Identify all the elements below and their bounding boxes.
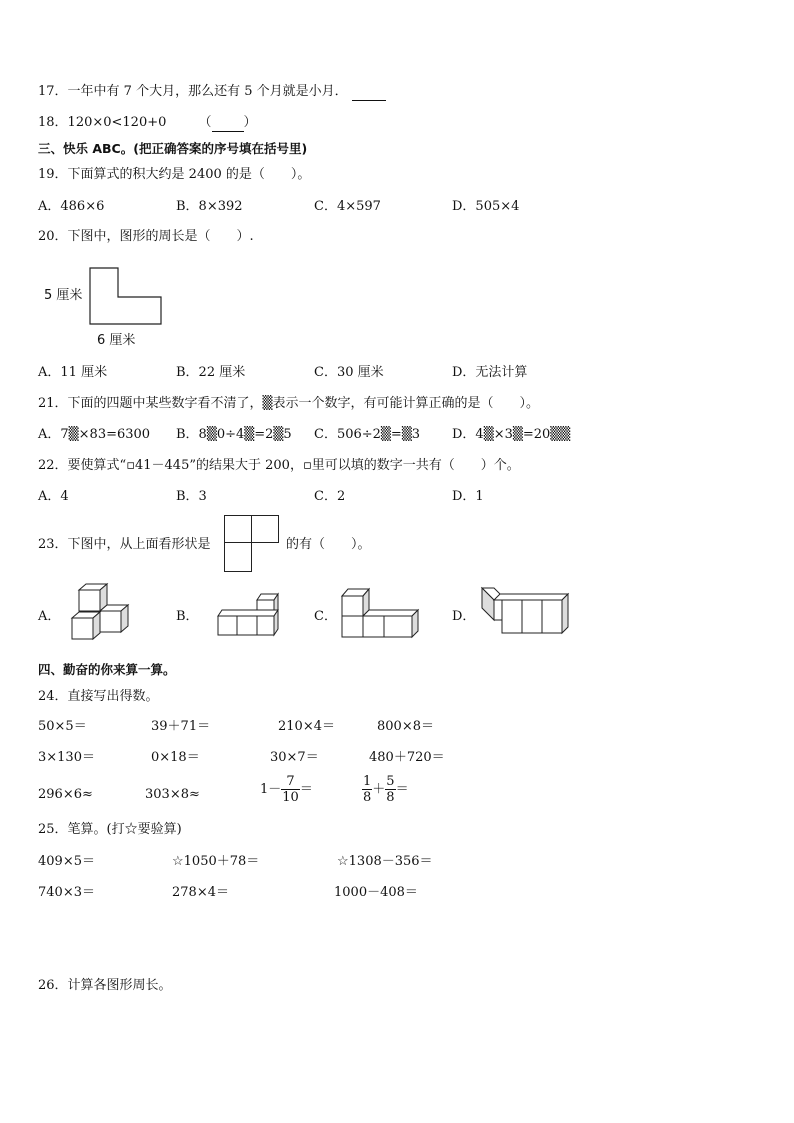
q25-item: 278×4＝ [172,885,229,900]
q25-item: 409×5＝ [38,854,95,869]
q20-option-c[interactable]: C．30 厘米 [314,365,384,380]
q24-item: 50×5＝ [38,719,87,734]
q23-option-a[interactable]: A． [38,609,61,624]
l-shape-figure [40,265,170,350]
q25-item: 740×3＝ [38,885,95,900]
section-4-title: 四、勤奋的你来算一算。 [38,662,176,677]
q21-option-a[interactable]: A．7▒×83=6300 [38,427,151,442]
q22-option-c[interactable]: C．2 [314,489,346,504]
question-18 [38,115,257,132]
q24-item: 480＋720＝ [369,750,445,765]
q24-fraction-expr-1 [260,774,313,805]
numerator: 7 [281,774,300,790]
question-22: 22．要使算式“▫41－445”的结果大于 200，▫里可以填的数字一共有（ ）个。 [38,458,520,473]
q24-item: 296×6≈ [38,787,93,802]
q19-option-c[interactable]: C．4×597 [314,199,381,214]
q19-option-d[interactable]: D．505×4 [452,199,520,214]
q25-item: 1000－408＝ [334,885,418,900]
question-19: 19．下面算式的积大约是 2400 的是（ ）。 [38,167,311,182]
question-17-text: 17．一年中有 7 个大月，那么还有 5 个月就是小月． [38,84,348,99]
expr-suffix: ＝ [395,782,409,797]
question-23-text-after: 的有（ ）。 [286,537,371,552]
q24-item: 210×4＝ [278,719,335,734]
question-23-text: 23．下图中，从上面看形状是 [38,537,211,552]
q24-item: 800×8＝ [377,719,434,734]
q20-option-d[interactable]: D．无法计算 [452,365,528,380]
operator: ＋ [372,782,386,797]
question-17 [38,84,386,101]
question-25-title: 25．笔算。(打☆要验算) [38,822,182,837]
paren-open: （ [198,115,212,130]
q24-item: 303×8≈ [145,787,200,802]
q22-option-a[interactable]: A．4 [38,489,69,504]
q23-option-b[interactable]: B． [176,609,199,624]
question-18-text: 18．120×0<120+0 [38,115,167,130]
q24-fraction-expr-2 [362,774,409,805]
q19-option-a[interactable]: A．486×6 [38,199,105,214]
q22-option-d[interactable]: D．1 [452,489,484,504]
question-26: 26．计算各图形周长。 [38,978,172,993]
numerator: 5 [386,774,395,789]
fraction [362,774,372,805]
q20-option-b[interactable]: B．22 厘米 [176,365,246,380]
answer-blank[interactable] [212,115,244,132]
q25-item: ☆1308－356＝ [337,854,433,869]
cube-figure-c [340,582,420,642]
q24-item: 3×130＝ [38,750,95,765]
fraction [281,774,300,805]
cube-a-front [72,612,100,639]
q23-option-c[interactable]: C． [314,609,337,624]
denominator: 8 [386,790,395,805]
q25-item: ☆1050＋78＝ [172,854,260,869]
q23-option-d[interactable]: D． [452,609,476,624]
q24-item: 0×18＝ [151,750,200,765]
q21-option-d[interactable]: D．4▒×3▒=20▒▒ [452,427,571,442]
question-21: 21．下面的四题中某些数字看不清了，▒表示一个数字，有可能计算正确的是（ ）。 [38,396,540,411]
denominator: 10 [282,790,299,805]
answer-blank[interactable] [352,84,386,101]
cube-figure-b [212,590,282,640]
question-20: 20．下图中，图形的周长是（ ）. [38,229,254,244]
width-label: 6 厘米 [97,333,136,348]
top-view-figure [224,515,280,573]
q24-item: 39＋71＝ [151,719,211,734]
l-shape-outline [90,268,161,324]
numerator: 1 [363,774,372,789]
q21-option-c[interactable]: C．506÷2▒=▒3 [314,427,421,442]
section-3-title: 三、快乐 ABC。(把正确答案的序号填在括号里) [38,141,308,156]
q22-option-b[interactable]: B．3 [176,489,207,504]
cube-a-right [100,605,128,632]
cube-figure-d [480,586,572,638]
denominator: 8 [363,790,372,805]
q20-option-a[interactable]: A．11 厘米 [38,365,108,380]
cube-figure-a [70,582,140,644]
expr-suffix: ＝ [299,782,313,797]
q19-option-b[interactable]: B．8×392 [176,199,243,214]
expr-prefix: 1－ [260,782,282,797]
question-24-title: 24．直接写出得数。 [38,689,159,704]
height-label: 5 厘米 [44,288,83,303]
q24-item: 30×7＝ [270,750,319,765]
fraction [385,774,395,805]
paren-close: ） [243,115,257,130]
cube-a-back-top [79,584,107,611]
q21-option-b[interactable]: B．8▒0÷4▒=2▒5 [176,427,292,442]
